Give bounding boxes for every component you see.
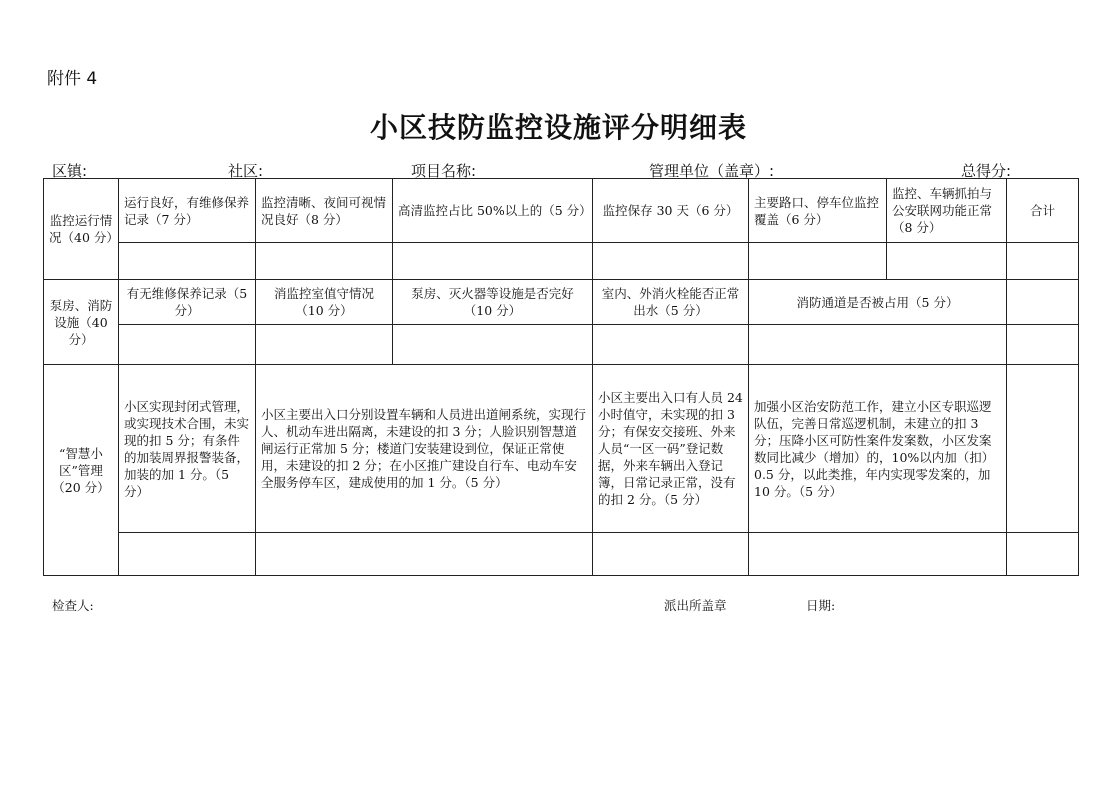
section2-header-row <box>44 280 1079 325</box>
score-cell[interactable] <box>119 243 256 280</box>
attachment-label: 附件 4 <box>47 69 98 89</box>
section3-item: 小区主要出入口有人员 24 小时值守，未实现的扣 3 分；有保安交接班、外来人员“一区一码”登记数据，外来车辆出入登记簿，日常记录正常，没有的扣 2 分。（5 分） <box>593 365 749 533</box>
score-cell[interactable] <box>749 533 1007 576</box>
section2-score-row <box>44 325 1079 365</box>
total-cell[interactable] <box>1007 243 1079 280</box>
page-title: 小区技防监控设施评分明细表 <box>369 111 747 144</box>
score-cell[interactable] <box>119 533 256 576</box>
score-cell[interactable] <box>119 325 256 365</box>
score-cell[interactable] <box>593 533 749 576</box>
district-label: 区镇: <box>52 162 88 180</box>
score-table <box>43 178 1079 576</box>
section2-item: 消防通道是否被占用（5 分） <box>749 280 1007 325</box>
score-cell[interactable] <box>393 243 593 280</box>
total-cell[interactable] <box>1007 280 1079 325</box>
section2-item: 消监控室值守情况（10 分） <box>256 280 393 325</box>
score-cell[interactable] <box>393 325 593 365</box>
score-cell[interactable] <box>749 243 887 280</box>
section3-label: “智慧小区”管理（20 分） <box>44 365 119 576</box>
inspector-label: 检查人: <box>52 598 94 613</box>
total-cell[interactable] <box>1007 325 1079 365</box>
section2-label: 泵房、消防设施（40 分） <box>44 280 119 365</box>
total-score-label: 总得分: <box>961 162 1012 180</box>
community-label: 社区: <box>228 162 264 180</box>
section1-item: 监控清晰、夜间可视情况良好（8 分） <box>256 179 393 243</box>
section1-label: 监控运行情况（40 分） <box>44 179 119 280</box>
section3-item: 小区主要出入口分别设置车辆和人员进出道闸系统，实现行人、机动车进出隔离，未建设的扣 3 分；人脸识别智慧道闸运行正常加 5 分；楼道门安装建设到位，保证正常使用，未建设的扣 2 分；在小区推广建设自行车、电动车安全服务停车区，建成使用的加 1 分。（5 分） <box>256 365 593 533</box>
section1-item: 主要路口、停车位监控覆盖（6 分） <box>749 179 887 243</box>
score-cell[interactable] <box>593 325 749 365</box>
section1-item: 监控保存 30 天（6 分） <box>593 179 749 243</box>
section3-score-row <box>44 533 1079 576</box>
section1-item: 高清监控占比 50%以上的（5 分） <box>393 179 593 243</box>
section3-item: 小区实现封闭式管理，或实现技术合围，未实现的扣 5 分；有条件的加装周界报警装备，加装的加 1 分。（5 分） <box>119 365 256 533</box>
total-cell[interactable] <box>1007 365 1079 533</box>
section3-item: 加强小区治安防范工作，建立小区专职巡逻队伍，完善日常巡逻机制，未建立的扣 3 分；压降小区可防性案件发案数，小区发案数同比减少（增加）的，10%以内加（扣）0.5 分，以此类推，年内实现零发案的，加 10 分。（5 分） <box>749 365 1007 533</box>
section2-item: 有无维修保养记录（5 分） <box>119 280 256 325</box>
score-cell[interactable] <box>256 533 593 576</box>
total-cell[interactable] <box>1007 533 1079 576</box>
section2-item: 泵房、灭火器等设施是否完好（10 分） <box>393 280 593 325</box>
section1-header-row <box>44 179 1079 243</box>
score-cell[interactable] <box>256 243 393 280</box>
score-cell[interactable] <box>887 243 1007 280</box>
date-label: 日期: <box>806 598 836 613</box>
section1-item: 监控、车辆抓拍与公安联网功能正常（8 分） <box>887 179 1007 243</box>
section2-item: 室内、外消火栓能否正常出水（5 分） <box>593 280 749 325</box>
police-stamp-label: 派出所盖章 <box>664 598 727 613</box>
section1-score-row <box>44 243 1079 280</box>
section1-item: 运行良好，有维修保养记录（7 分） <box>119 179 256 243</box>
management-unit-label: 管理单位（盖章）: <box>649 162 775 180</box>
score-cell[interactable] <box>256 325 393 365</box>
score-cell[interactable] <box>749 325 1007 365</box>
total-column-header: 合计 <box>1007 179 1079 243</box>
project-name-label: 项目名称: <box>411 162 477 180</box>
section3-header-row <box>44 365 1079 533</box>
score-cell[interactable] <box>593 243 749 280</box>
